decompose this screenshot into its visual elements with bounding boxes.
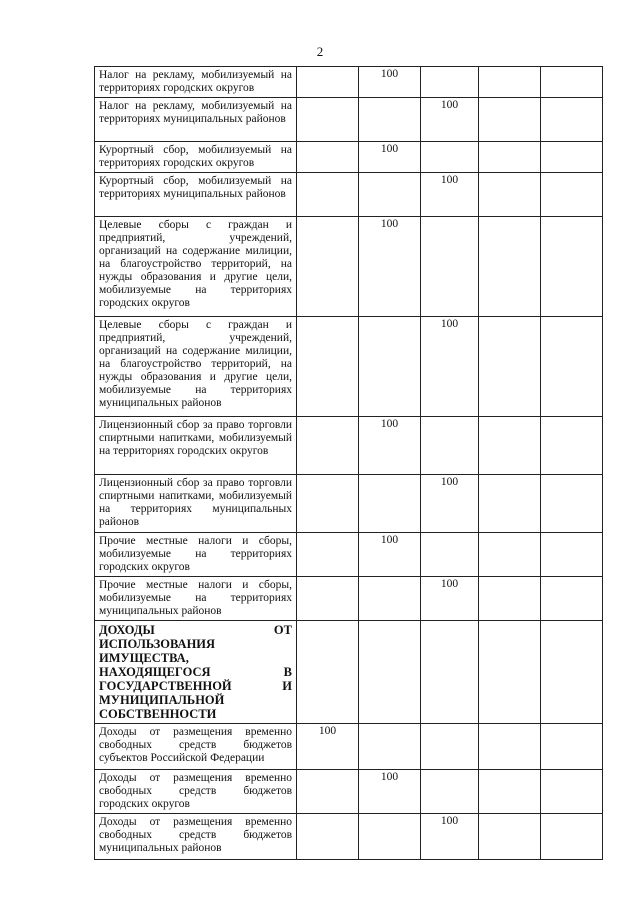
description-cell: Курортный сбор, мобилизуемый на территориях городских округов [95,142,297,173]
value-cell-col-3: 100 [421,317,479,417]
value-cell-col-5 [541,417,603,475]
value-cell-col-3 [421,533,479,577]
value-cell-col-3 [421,217,479,317]
value-cell-col-2 [359,475,421,533]
value-cell-col-1 [297,217,359,317]
value-cell-col-1 [297,533,359,577]
value-cell-col-4 [479,724,541,770]
value-cell-col-4 [479,533,541,577]
value-cell-col-2: 100 [359,533,421,577]
table-row [95,621,603,724]
value-cell-col-4 [479,67,541,98]
value-cell-col-4 [479,770,541,814]
description-cell: Лицензионный сбор за право торговли спиртными напитками, мобилизуемый на территориях городских округов [95,417,297,475]
value-cell-col-2 [359,621,421,724]
value-cell-col-2 [359,317,421,417]
table-row [95,770,603,814]
description-cell: Прочие местные налоги и сборы, мобилизуемые на территориях муниципальных районов [95,577,297,621]
value-cell-col-2 [359,577,421,621]
table-row [95,67,603,98]
value-cell-col-5 [541,173,603,217]
description-cell: Доходы от размещения временно свободных средств бюджетов субъектов Российской Федерации [95,724,297,770]
value-cell-col-4 [479,814,541,860]
value-cell-col-4 [479,217,541,317]
value-cell-col-5 [541,67,603,98]
value-cell-col-1 [297,621,359,724]
value-cell-col-1 [297,173,359,217]
description-cell: Курортный сбор, мобилизуемый на территориях муниципальных районов [95,173,297,217]
value-cell-col-1 [297,417,359,475]
value-cell-col-4 [479,417,541,475]
description-cell: Целевые сборы с граждан и предприятий, учреждений, организаций на содержание милиции, на благоустройство территорий, на нужды образования и другие цели, мобилизуемые на территориях муниципальных районов [95,317,297,417]
value-cell-col-1 [297,98,359,142]
value-cell-col-2: 100 [359,417,421,475]
value-cell-col-3: 100 [421,814,479,860]
value-cell-col-5 [541,724,603,770]
value-cell-col-2 [359,814,421,860]
value-cell-col-3: 100 [421,577,479,621]
value-cell-col-2 [359,173,421,217]
page-number: 2 [316,44,324,59]
table-row [95,577,603,621]
value-cell-col-5 [541,770,603,814]
value-cell-col-5 [541,577,603,621]
value-cell-col-1 [297,577,359,621]
value-cell-col-5 [541,317,603,417]
value-cell-col-5 [541,621,603,724]
table-row [95,417,603,475]
table-row [95,142,603,173]
value-cell-col-5 [541,814,603,860]
value-cell-col-3 [421,621,479,724]
table-row [95,98,603,142]
value-cell-col-3 [421,142,479,173]
value-cell-col-4 [479,475,541,533]
revenue-allocation-table [94,66,603,860]
value-cell-col-1 [297,770,359,814]
value-cell-col-3: 100 [421,475,479,533]
description-cell: Целевые сборы с граждан и предприятий, учреждений, организаций на содержание милиции, на благоустройство территорий, на нужды образования и другие цели, мобилизуемые на территориях городских округов [95,217,297,317]
value-cell-col-3 [421,724,479,770]
value-cell-col-1 [297,142,359,173]
value-cell-col-3 [421,67,479,98]
value-cell-col-4 [479,621,541,724]
table-row [95,217,603,317]
value-cell-col-4 [479,98,541,142]
table-row [95,317,603,417]
value-cell-col-5 [541,475,603,533]
value-cell-col-5 [541,98,603,142]
table-row [95,533,603,577]
description-cell: Налог на рекламу, мобилизуемый на территориях муниципальных районов [95,98,297,142]
value-cell-col-1: 100 [297,724,359,770]
value-cell-col-3: 100 [421,173,479,217]
value-cell-col-4 [479,142,541,173]
value-cell-col-2 [359,724,421,770]
value-cell-col-4 [479,317,541,417]
value-cell-col-1 [297,475,359,533]
value-cell-col-1 [297,814,359,860]
value-cell-col-5 [541,533,603,577]
table-row [95,814,603,860]
description-cell: Доходы от размещения временно свободных средств бюджетов городских округов [95,770,297,814]
value-cell-col-2: 100 [359,142,421,173]
value-cell-col-1 [297,317,359,417]
description-cell: Лицензионный сбор за право торговли спиртными напитками, мобилизуемый на территориях муниципальных районов [95,475,297,533]
description-cell: Прочие местные налоги и сборы, мобилизуемые на территориях городских округов [95,533,297,577]
table-row [95,724,603,770]
value-cell-col-2: 100 [359,770,421,814]
description-cell: Налог на рекламу, мобилизуемый на территориях городских округов [95,67,297,98]
section-heading-cell: ДОХОДЫ ОТ ИСПОЛЬЗОВАНИЯ ИМУЩЕСТВА, НАХОДЯЩЕГОСЯ В ГОСУДАРСТВЕННОЙ И МУНИЦИПАЛЬНОЙ СОБСТВЕННОСТИ [95,621,297,724]
value-cell-col-2: 100 [359,67,421,98]
table-row [95,475,603,533]
value-cell-col-1 [297,67,359,98]
value-cell-col-2 [359,98,421,142]
value-cell-col-4 [479,173,541,217]
value-cell-col-4 [479,577,541,621]
value-cell-col-3 [421,770,479,814]
value-cell-col-2: 100 [359,217,421,317]
value-cell-col-5 [541,142,603,173]
table-row [95,173,603,217]
value-cell-col-3 [421,417,479,475]
description-cell: Доходы от размещения временно свободных средств бюджетов муниципальных районов [95,814,297,860]
value-cell-col-5 [541,217,603,317]
value-cell-col-3: 100 [421,98,479,142]
